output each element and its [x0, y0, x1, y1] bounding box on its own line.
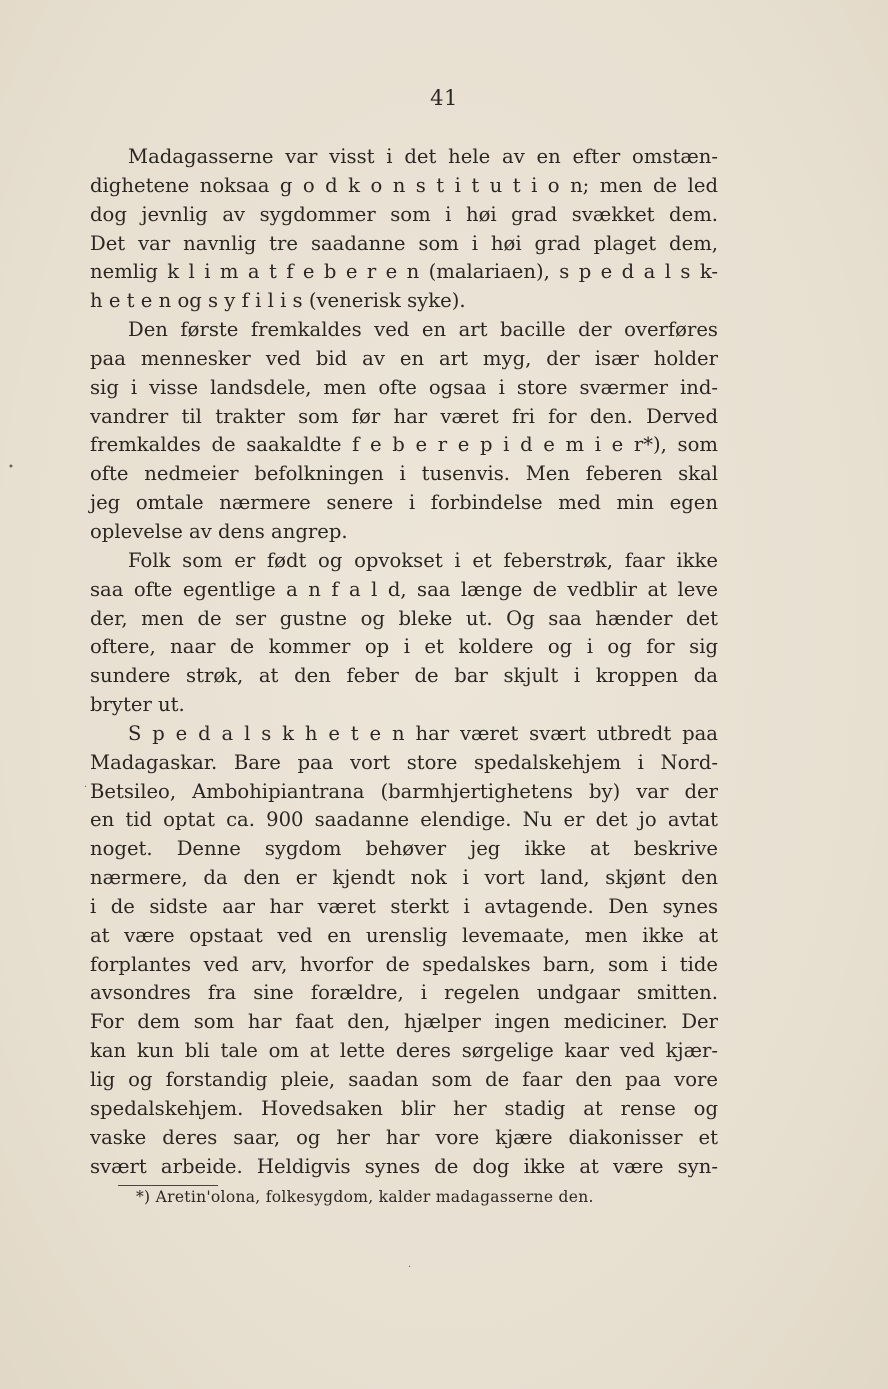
text-line: dog jevnlig av sygdommer som i høi grad svækket dem.: [90, 202, 718, 226]
text-line: paa mennesker ved bid av en art myg, der især holder: [90, 346, 718, 370]
text-line: dighetene noksaa g o d k o n s t i t u t i o n; men de led: [90, 173, 718, 197]
text-line: bryter ut.: [90, 693, 185, 717]
text-line: jeg omtale nærmere senere i forbindelse med min egen: [90, 491, 718, 515]
text-line: Betsileo, Ambohipiantrana (barmhjertighetens by) var der: [90, 779, 718, 803]
text-line: forplantes ved arv, hvorfor de spedalskes barn, som i tide: [90, 952, 718, 976]
text-line: spedalskehjem. Hovedsaken blir her stadig at rense og: [90, 1096, 718, 1120]
text-line: Folk som er født og opvokset i et feberstrøk, faar ikke: [128, 548, 718, 572]
text-line: sundere strøk, at den feber de bar skjult i kroppen da: [90, 664, 718, 688]
text-line: S p e d a l s k h e t e n har været svært utbredt paa: [128, 721, 718, 745]
text-line: vaske deres saar, og her har vore kjære diakonisser et: [90, 1125, 718, 1149]
text-line: oplevelse av dens angrep.: [90, 519, 348, 543]
footnote: *) Aretin'olona, folkesygdom, kalder madagasserne den.: [136, 1188, 594, 1206]
text-line: Den første fremkaldes ved en art bacille der overføres: [128, 318, 718, 342]
text-line: der, men de ser gustne og bleke ut. Og saa hænder det: [90, 606, 718, 630]
text-line: en tid optat ca. 900 saadanne elendige. Nu er det jo avtat: [90, 808, 718, 832]
text-line: nærmere, da den er kjendt nok i vort land, skjønt den: [90, 866, 718, 890]
paper-speck-mark: •: [8, 462, 14, 473]
text-line: at være opstaat ved en urenslig levemaate, men ikke at: [90, 923, 718, 947]
text-line: oftere, naar de kommer op i et koldere og i og for sig: [90, 635, 718, 659]
text-line: Madagasserne var visst i det hele av en efter omstæn-: [128, 145, 718, 168]
text-line: Madagaskar. Bare paa vort store spedalskehjem i Nord-: [90, 750, 718, 774]
text-line: avsondres fra sine forældre, i regelen undgaar smitten.: [90, 981, 718, 1005]
text-line: noget. Denne sygdom behøver jeg ikke at beskrive: [90, 837, 718, 861]
page-number: 41: [430, 86, 458, 110]
text-line: svært arbeide. Heldigvis synes de dog ikke at være syn-: [90, 1154, 718, 1178]
text-line: Det var navnlig tre saadanne som i høi grad plaget dem,: [90, 231, 718, 255]
paper-speck-mark: ·: [408, 1262, 412, 1273]
body-text: [90, 143, 718, 1181]
text-line: i de sidste aar har været sterkt i avtagende. Den synes: [90, 894, 718, 918]
paper-speck-mark: ·: [84, 782, 88, 793]
text-line: h e t e n og s y f i l i s (venerisk syke).: [90, 289, 466, 313]
text-line: saa ofte egentlige a n f a l d, saa længe de vedblir at leve: [90, 577, 718, 601]
text-line: ofte nedmeier befolkningen i tusenvis. Men feberen skal: [90, 462, 718, 486]
text-line: nemlig k l i m a t f e b e r e n (malariaen), s p e d a l s k-: [90, 260, 718, 284]
text-line: kan kun bli tale om at lette deres sørgelige kaar ved kjær-: [90, 1039, 718, 1063]
text-line: For dem som har faat den, hjælper ingen mediciner. Der: [90, 1010, 718, 1034]
text-line: fremkaldes de saakaldte f e b e r e p i d e m i e r*), som: [90, 433, 718, 457]
text-line: sig i visse landsdele, men ofte ogsaa i store sværmer ind-: [90, 375, 718, 399]
text-line: vandrer til trakter som før har været fri for den. Derved: [90, 404, 718, 428]
text-line: lig og forstandig pleie, saadan som de faar den paa vore: [90, 1068, 718, 1091]
